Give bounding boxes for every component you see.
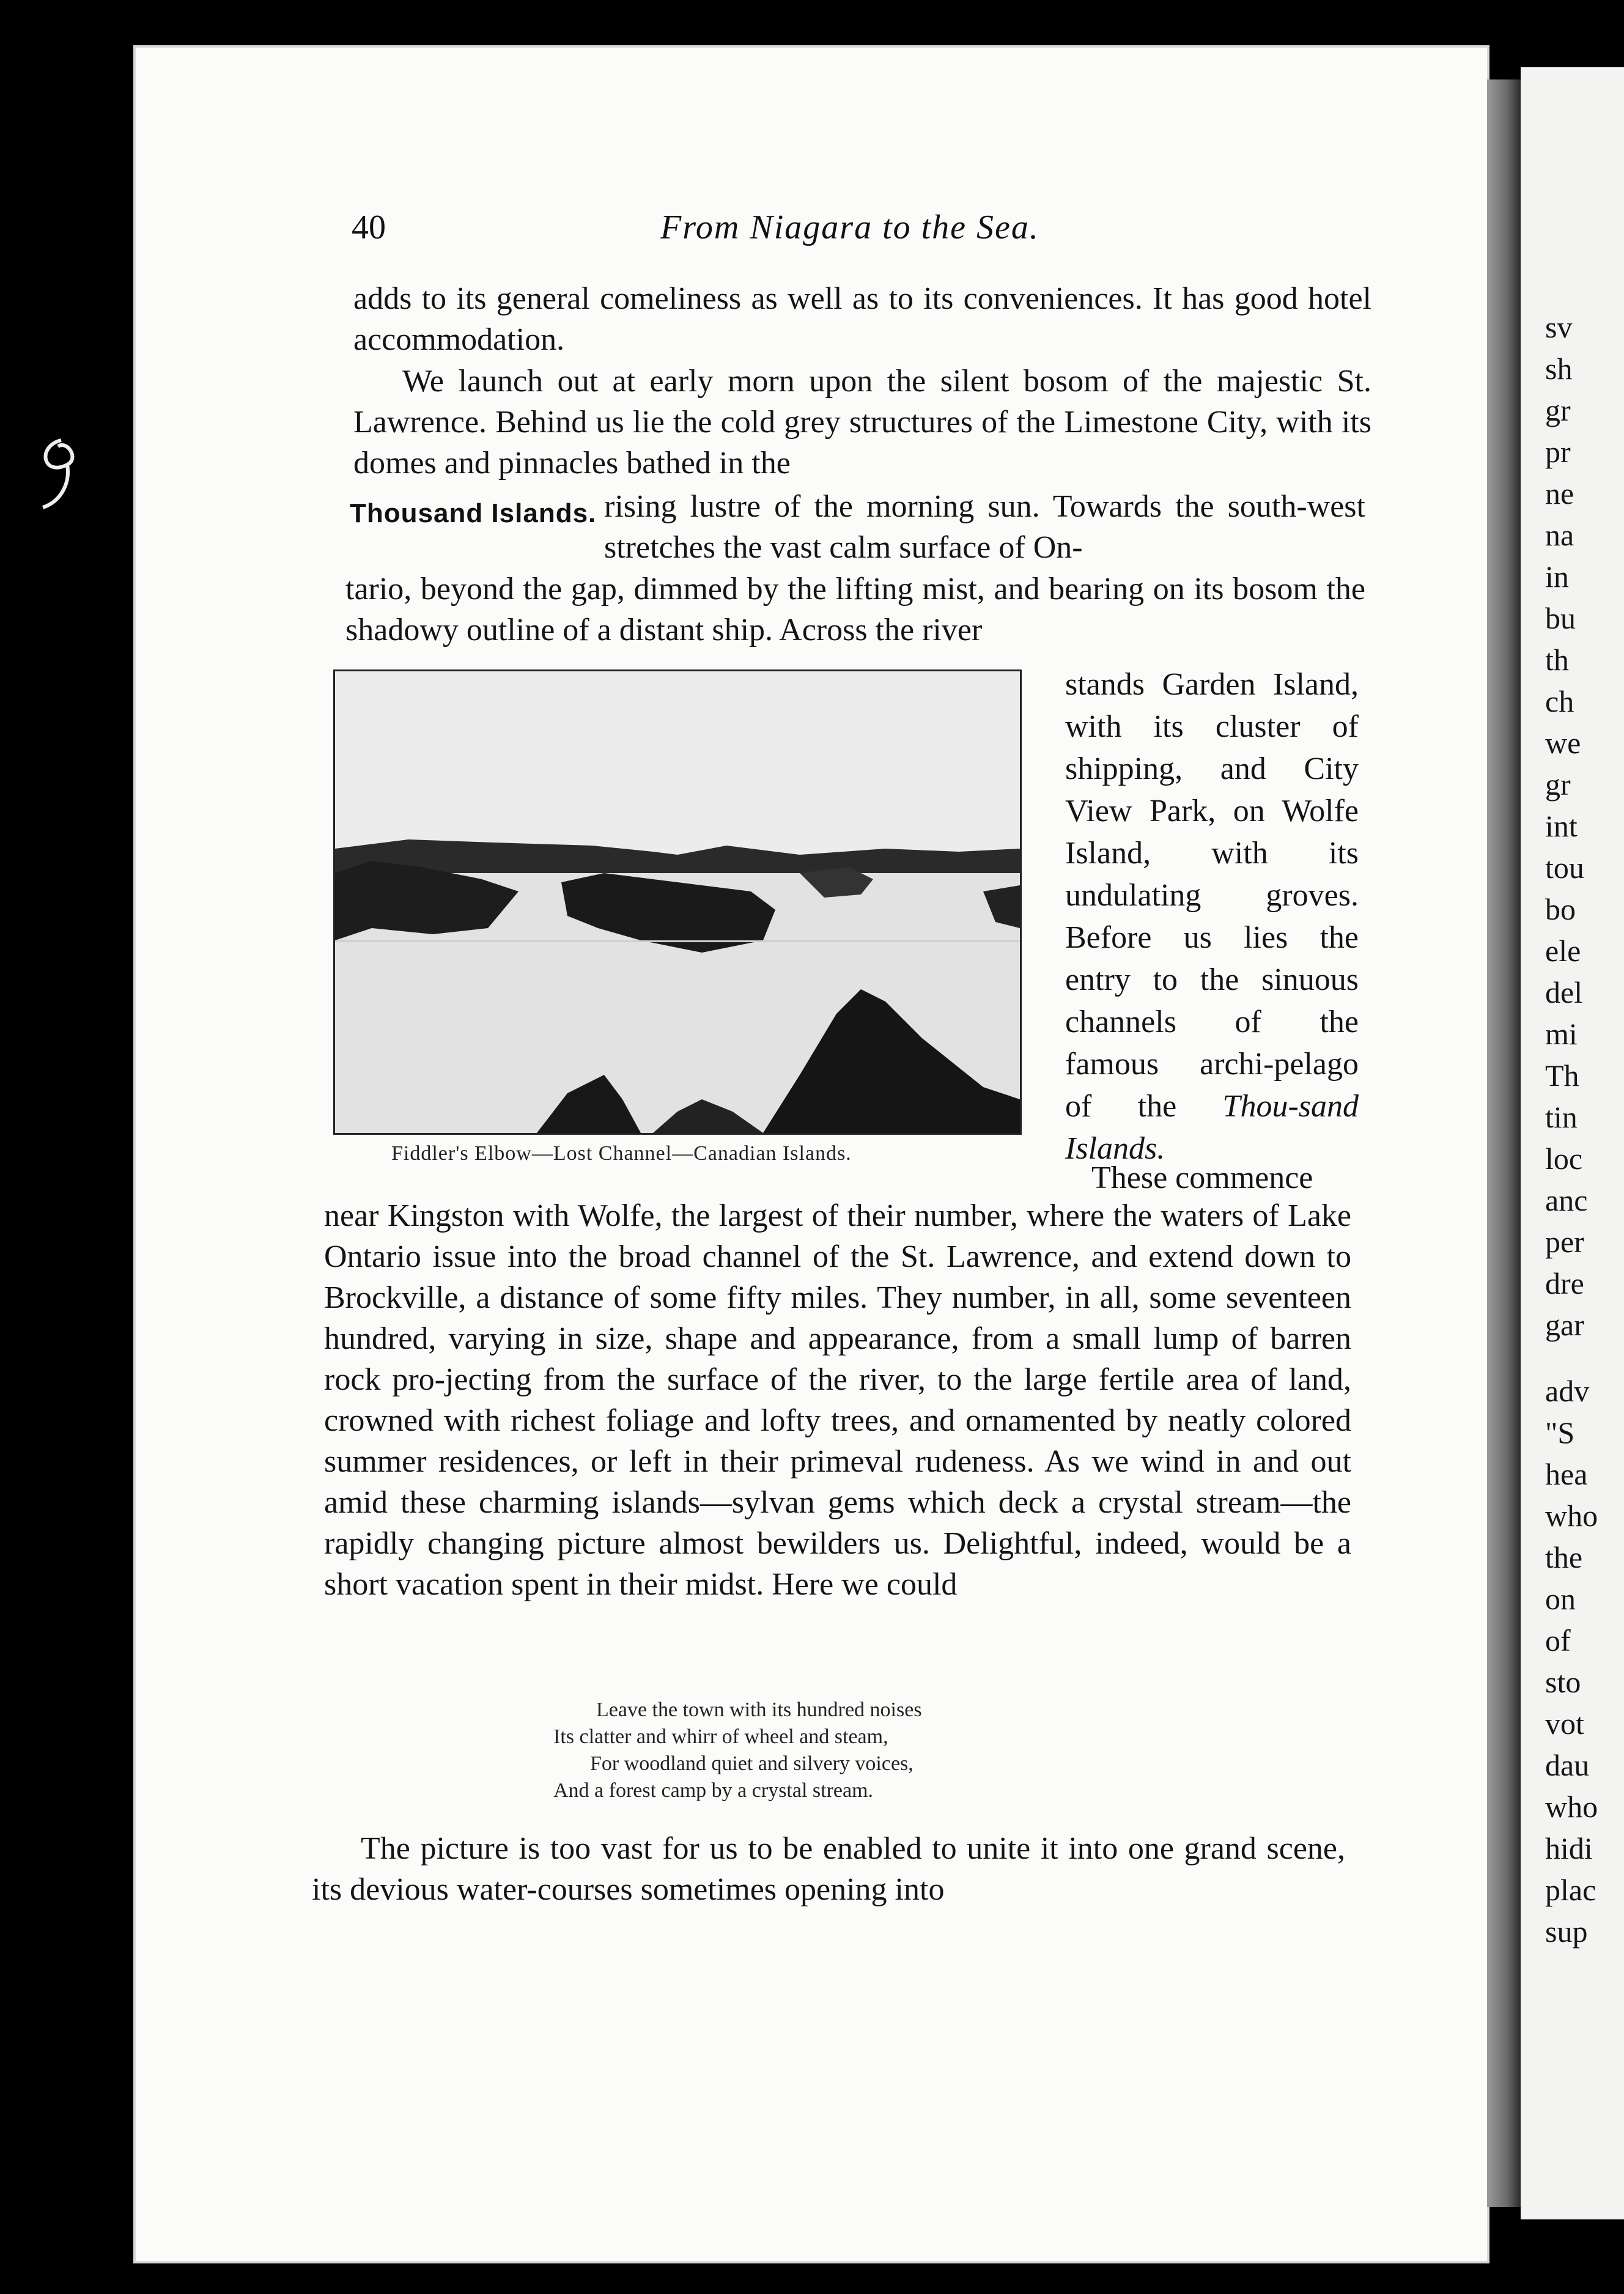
landscape-photograph <box>333 669 1022 1135</box>
adjacent-page-fragment-line: gr <box>1545 393 1571 427</box>
adjacent-page-fragment-line: of <box>1545 1623 1571 1658</box>
adjacent-page-fragment-line: sup <box>1545 1914 1588 1949</box>
adjacent-page-fragment-line: dau <box>1545 1748 1590 1782</box>
photo-illustration <box>335 671 1020 1133</box>
adjacent-page-fragment-line: del <box>1545 975 1583 1009</box>
paragraph-3-text: stands Garden Island, with its cluster of shipping, and City View Park, on Wolfe Island, with its undulating groves. Before us lies the entry to the sinuous channels of the famous archi-pelago of the <box>1065 667 1359 1124</box>
adjacent-page-fragment-line: anc <box>1545 1183 1588 1217</box>
poem-block <box>553 1697 1055 1804</box>
adjacent-page-fragment-line: int <box>1545 809 1578 843</box>
adjacent-page-fragment-line: per <box>1545 1225 1584 1259</box>
poem-line: Leave the town with its hundred noises <box>596 1698 922 1721</box>
adjacent-page-fragment-line: on <box>1545 1582 1576 1616</box>
adjacent-page-fragment-line: plac <box>1545 1873 1596 1907</box>
book-gutter <box>1487 79 1521 2207</box>
adjacent-page-fragment-line: dre <box>1545 1266 1584 1300</box>
adjacent-page-fragment-line: hidi <box>1545 1831 1593 1865</box>
paragraph-2-continued: rising lustre of the morning sun. Towards the south-west stretches the vast calm surface of On- <box>604 489 1365 565</box>
adjacent-page-fragment-line: adv <box>1545 1374 1590 1408</box>
page-header <box>352 208 1397 257</box>
adjacent-page-fragment-line: we <box>1545 726 1581 760</box>
thousand-islands-italic: Thou-sand Islands. <box>1065 1089 1359 1166</box>
adjacent-page-fragment-line: tin <box>1545 1100 1578 1134</box>
page-number: 40 <box>352 208 386 246</box>
adjacent-page-fragment-line: in <box>1545 559 1569 594</box>
adjacent-page-fragment-line: ne <box>1545 476 1574 511</box>
adjacent-page-fragment-line: loc <box>1545 1141 1583 1176</box>
adjacent-page-fragment-line: sh <box>1545 352 1573 386</box>
adjacent-page-fragment-line: hea <box>1545 1457 1588 1491</box>
adjacent-page-fragment-line: bu <box>1545 601 1576 635</box>
poem-line: For woodland quiet and silvery voices, <box>590 1752 914 1775</box>
adjacent-page-fragment-line: "S <box>1545 1415 1575 1450</box>
poem-line: And a forest camp by a crystal stream. <box>553 1779 874 1802</box>
paragraph-2: We launch out at early morn upon the silent bosom of the majestic St. Lawrence. Behind us lie the cold grey structures of the Limestone City, with its domes and pinnacles bathed in the <box>353 364 1371 481</box>
side-note-heading: Thousand Islands. <box>350 498 597 528</box>
paragraph-2-end: tario, beyond the gap, dimmed by the lifting mist, and bearing on its bosom the shadowy outline of a distant ship. Across the river <box>345 572 1365 647</box>
adjacent-page-fragment-line: vot <box>1545 1706 1584 1741</box>
adjacent-page-fragment-line: bo <box>1545 892 1576 926</box>
adjacent-page-fragment-line: the <box>1545 1540 1583 1574</box>
paragraph-3 <box>1065 663 1359 1170</box>
paragraph-4-start: These commence <box>1091 1160 1313 1195</box>
paragraph-5: The picture is too vast for us to be enabled to unite it into one grand scene, its devious water-courses sometimes opening into <box>312 1831 1345 1907</box>
adjacent-page-fragment-line: gr <box>1545 767 1571 802</box>
adjacent-page-fragment-line: who <box>1545 1499 1598 1533</box>
adjacent-page-fragment-line: na <box>1545 518 1574 552</box>
adjacent-page-fragment-line: gar <box>1545 1308 1584 1342</box>
adjacent-page-fragment-line: sv <box>1545 310 1573 344</box>
adjacent-page-fragment-line: sto <box>1545 1665 1581 1699</box>
poem-line: Its clatter and whirr of wheel and steam, <box>553 1725 888 1748</box>
paragraph-4: near Kingston with Wolfe, the largest of their number, where the waters of Lake Ontario issue into the broad channel of the St. Lawrence, and extend down to Brockville, a distance of some fifty miles. They number, in all, some seventeen hundred, varying in size, shape and appearance, from a small lump of barren rock pro-jecting from the surface of the river, to the large fertile area of land, crowned with richest foliage and lofty trees, and ornamented by neatly colored summer residences, or left in their primeval rudeness. As we wind in and out amid these charming islands—sylvan gems which deck a crystal stream—the rapidly changing picture almost bewilders us. Delightful, indeed, would be a short vacation spent in their midst. Here we could <box>324 1198 1351 1602</box>
adjacent-page-fragment <box>1521 67 1624 2219</box>
adjacent-page-fragment-line: pr <box>1545 435 1571 469</box>
adjacent-page-fragment-line: Th <box>1545 1058 1579 1093</box>
adjacent-page-fragment-line: ele <box>1545 934 1581 968</box>
paragraph-1: adds to its general comeliness as well as to its conveniences. It has good hotel accommodation. <box>353 281 1371 357</box>
margin-pencil-mark <box>24 428 98 531</box>
running-title: From Niagara to the Sea. <box>660 208 1039 246</box>
adjacent-page-fragment-line: ch <box>1545 684 1574 718</box>
figure-caption: Fiddler's Elbow—Lost Channel—Canadian Islands. <box>391 1142 852 1165</box>
adjacent-page-fragment-line: who <box>1545 1790 1598 1824</box>
adjacent-page-fragment-line: th <box>1545 643 1569 677</box>
adjacent-page-fragment-line: tou <box>1545 850 1584 885</box>
adjacent-page-fragment-line: mi <box>1545 1017 1578 1051</box>
